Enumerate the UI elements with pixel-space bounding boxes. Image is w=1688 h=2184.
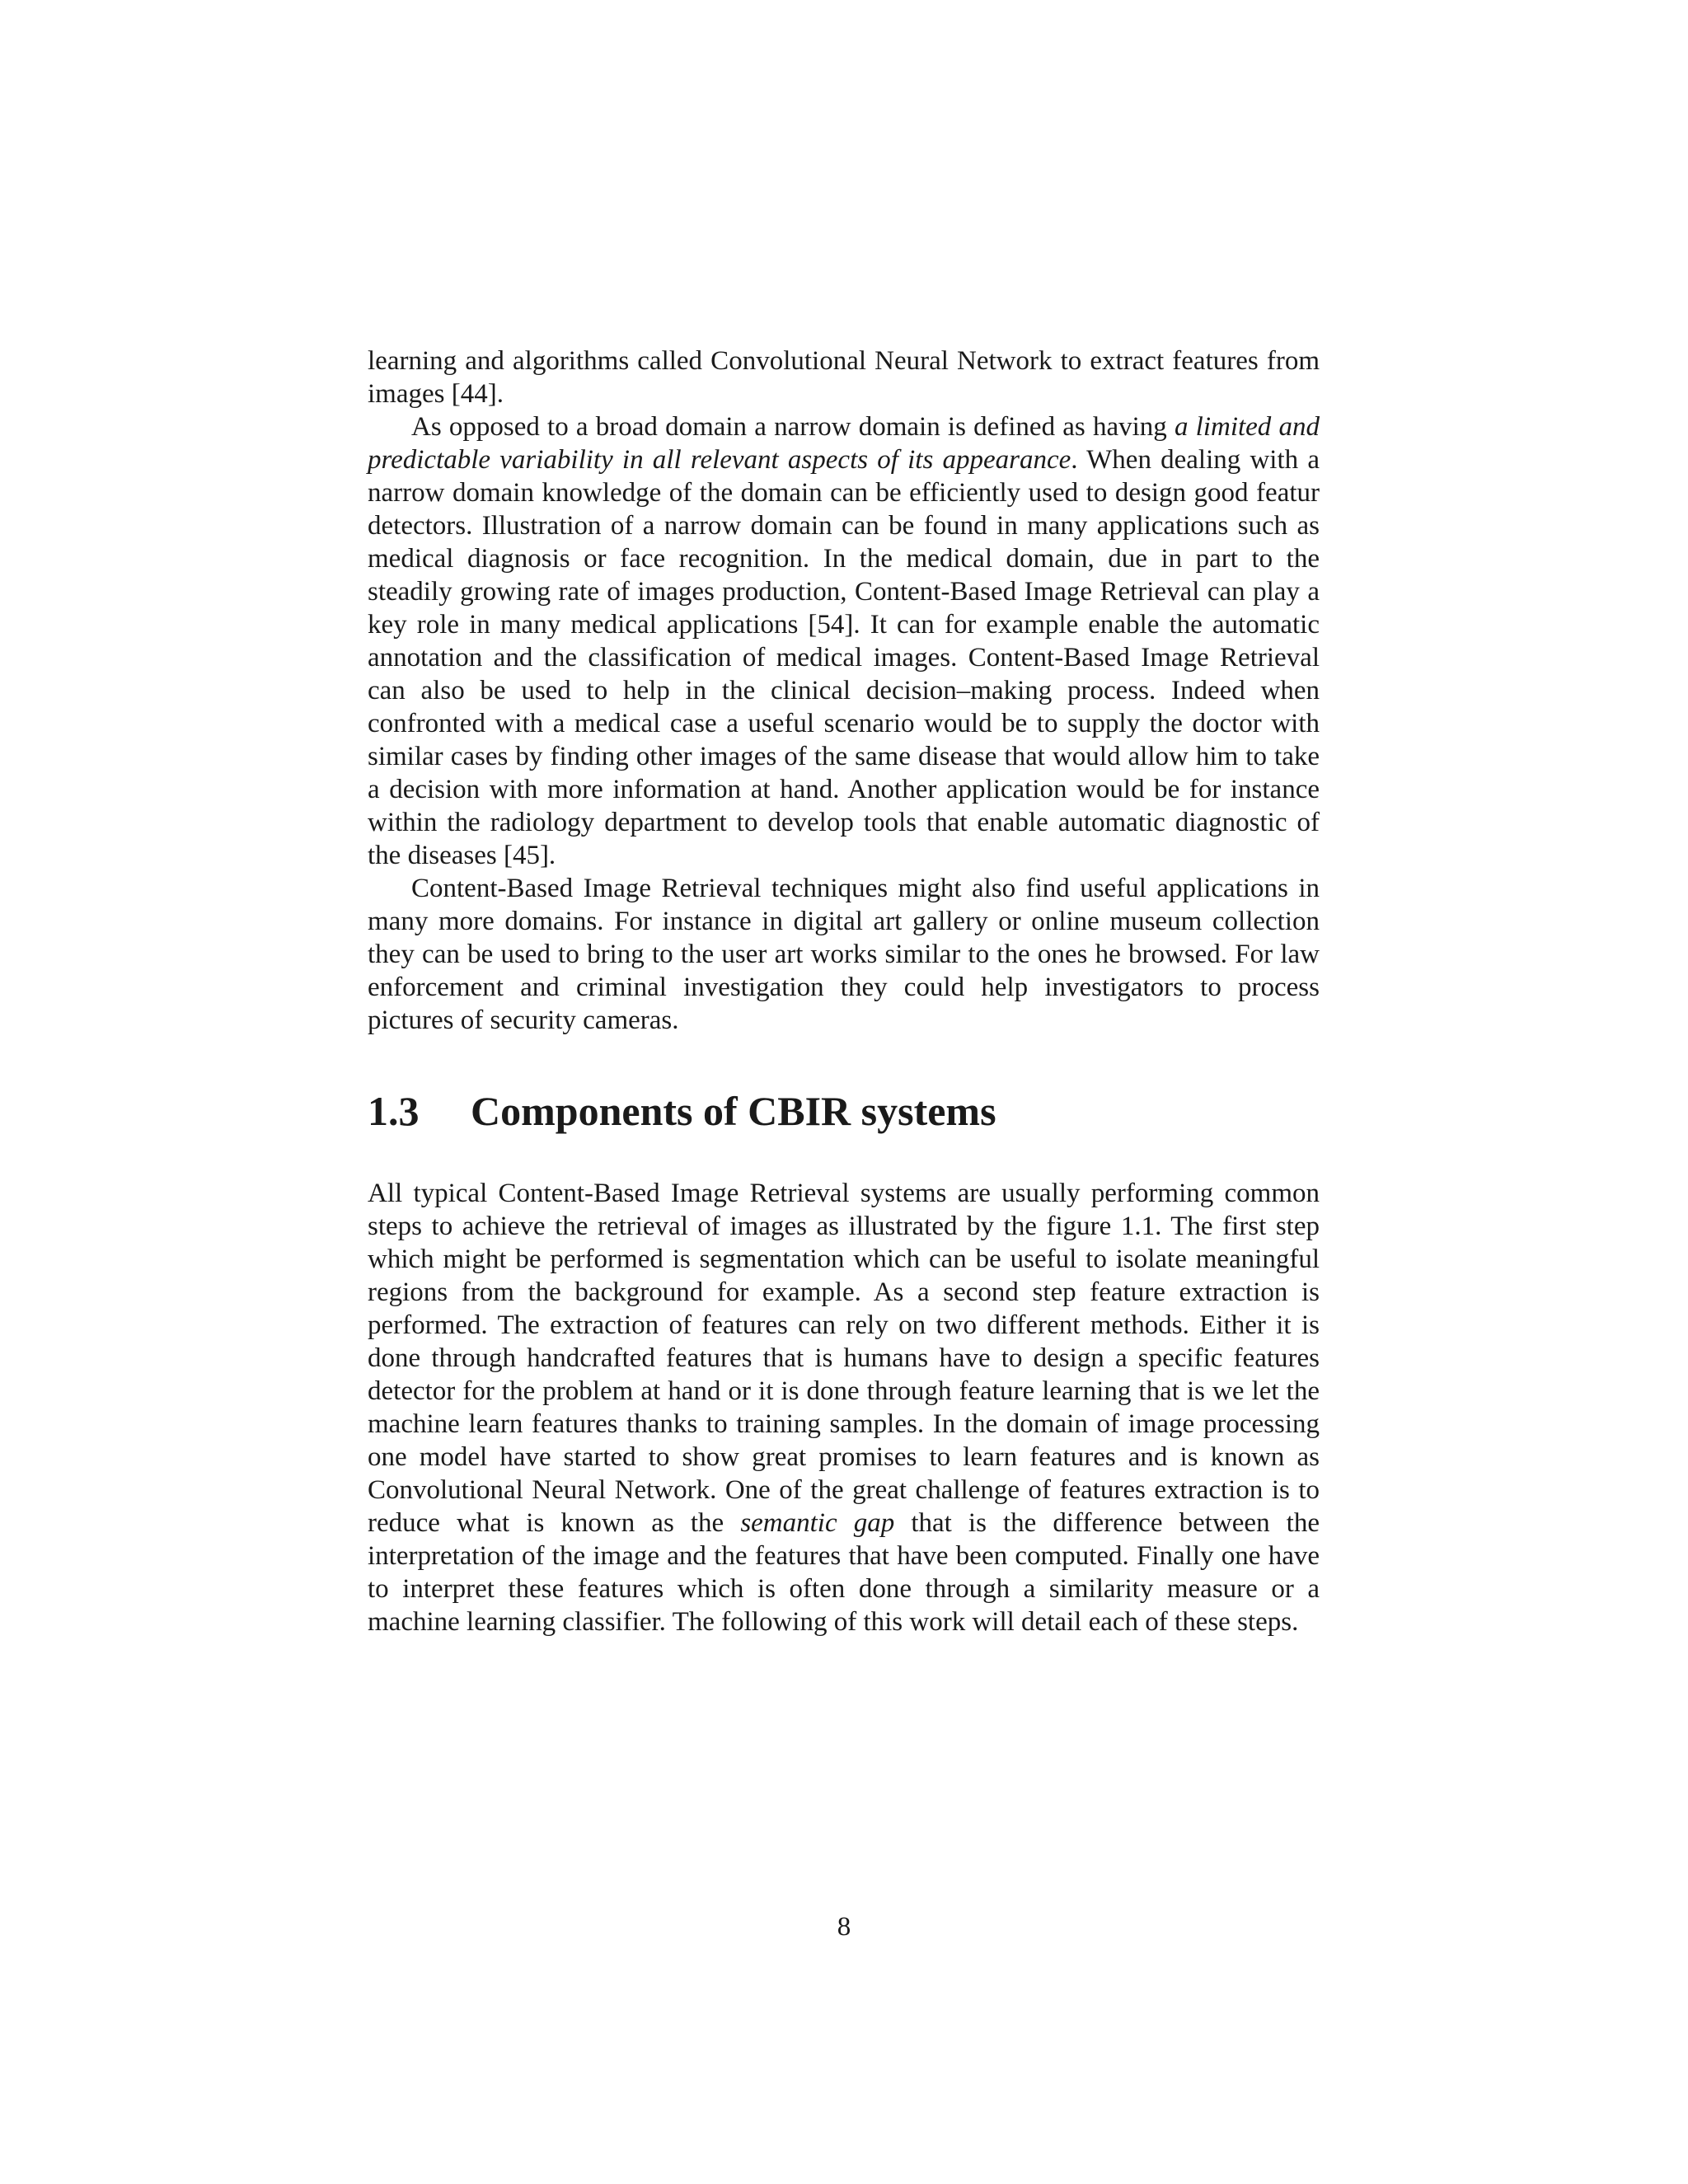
section-number: 1.3 <box>368 1088 420 1134</box>
paragraph-2 <box>368 410 1320 872</box>
section-heading <box>368 1088 1320 1134</box>
page-body <box>368 344 1320 1638</box>
section-paragraph <box>368 1177 1320 1638</box>
section-title: Components of CBIR systems <box>471 1088 996 1134</box>
section-paragraph-italic-term: semantic gap <box>740 1508 895 1538</box>
page-number: 8 <box>837 1912 851 1942</box>
paragraph-3: Content-Based Image Retrieval techniques might also find useful applications in many more domains. For instance in digital art gallery or online museum collection they can be used to bring to the user art works similar to the ones he browsed. For law enforcement and criminal investigation they could help investigators to process pictures of security cameras. <box>368 874 1320 1035</box>
paragraph-2-italic-definition: a limited and predictable variability in all relevant aspects of its appearance <box>368 412 1320 475</box>
paragraph-2-text-end: . When dealing with a narrow domain knowledge of the domain can be efficiently used to design good featur detectors. Illustration of a narrow domain can be found in many applications such as medical diagnosis or face recognition. In the medical domain, due in part to the steadily growing rate of images production, Content-Based Image Retrieval can play a key role in many medical applications [54]. It can for example enable the automatic annotation and the classification of medical images. Content-Based Image Retrieval can also be used to help in the clinical decision–making process. Indeed when confronted with a medical case a useful scenario would be to supply the doctor with similar cases by finding other images of the same disease that would allow him to take a decision with more information at hand. Another application would be for instance within the radiology department to develop tools that enable automatic diagnostic of the diseases [45]. <box>368 445 1320 870</box>
section-paragraph-text-start: All typical Content-Based Image Retrieval systems are usually performing common steps to achieve the retrieval of images as illustrated by the figure 1.1. The first step which might be performed is segmentation which can be useful to isolate meaningful regions from the background for example. As a second step feature extraction is performed. The extraction of features can rely on two different methods. Either it is done through handcrafted features that is humans have to design a specific features detector for the problem at hand or it is done through feature learning that is we let the machine learn features thanks to training samples. In the domain of image processing one model have started to show great promises to learn features and is known as Convolutional Neural Network. One of the great challenge of features extraction is to reduce what is known as the <box>368 1179 1320 1538</box>
paragraph-1: learning and algorithms called Convolutional Neural Network to extract features from images [44]. <box>368 346 1320 409</box>
paragraph-2-text-start: As opposed to a broad domain a narrow domain is defined as having <box>411 412 1175 442</box>
section-paragraph-text-end: that is the difference between the interpretation of the image and the features that have been computed. Finally one have to interpret these features which is often done through a similarity measure or a machine learning classifier. The following of this work will detail each of these steps. <box>368 1508 1320 1637</box>
